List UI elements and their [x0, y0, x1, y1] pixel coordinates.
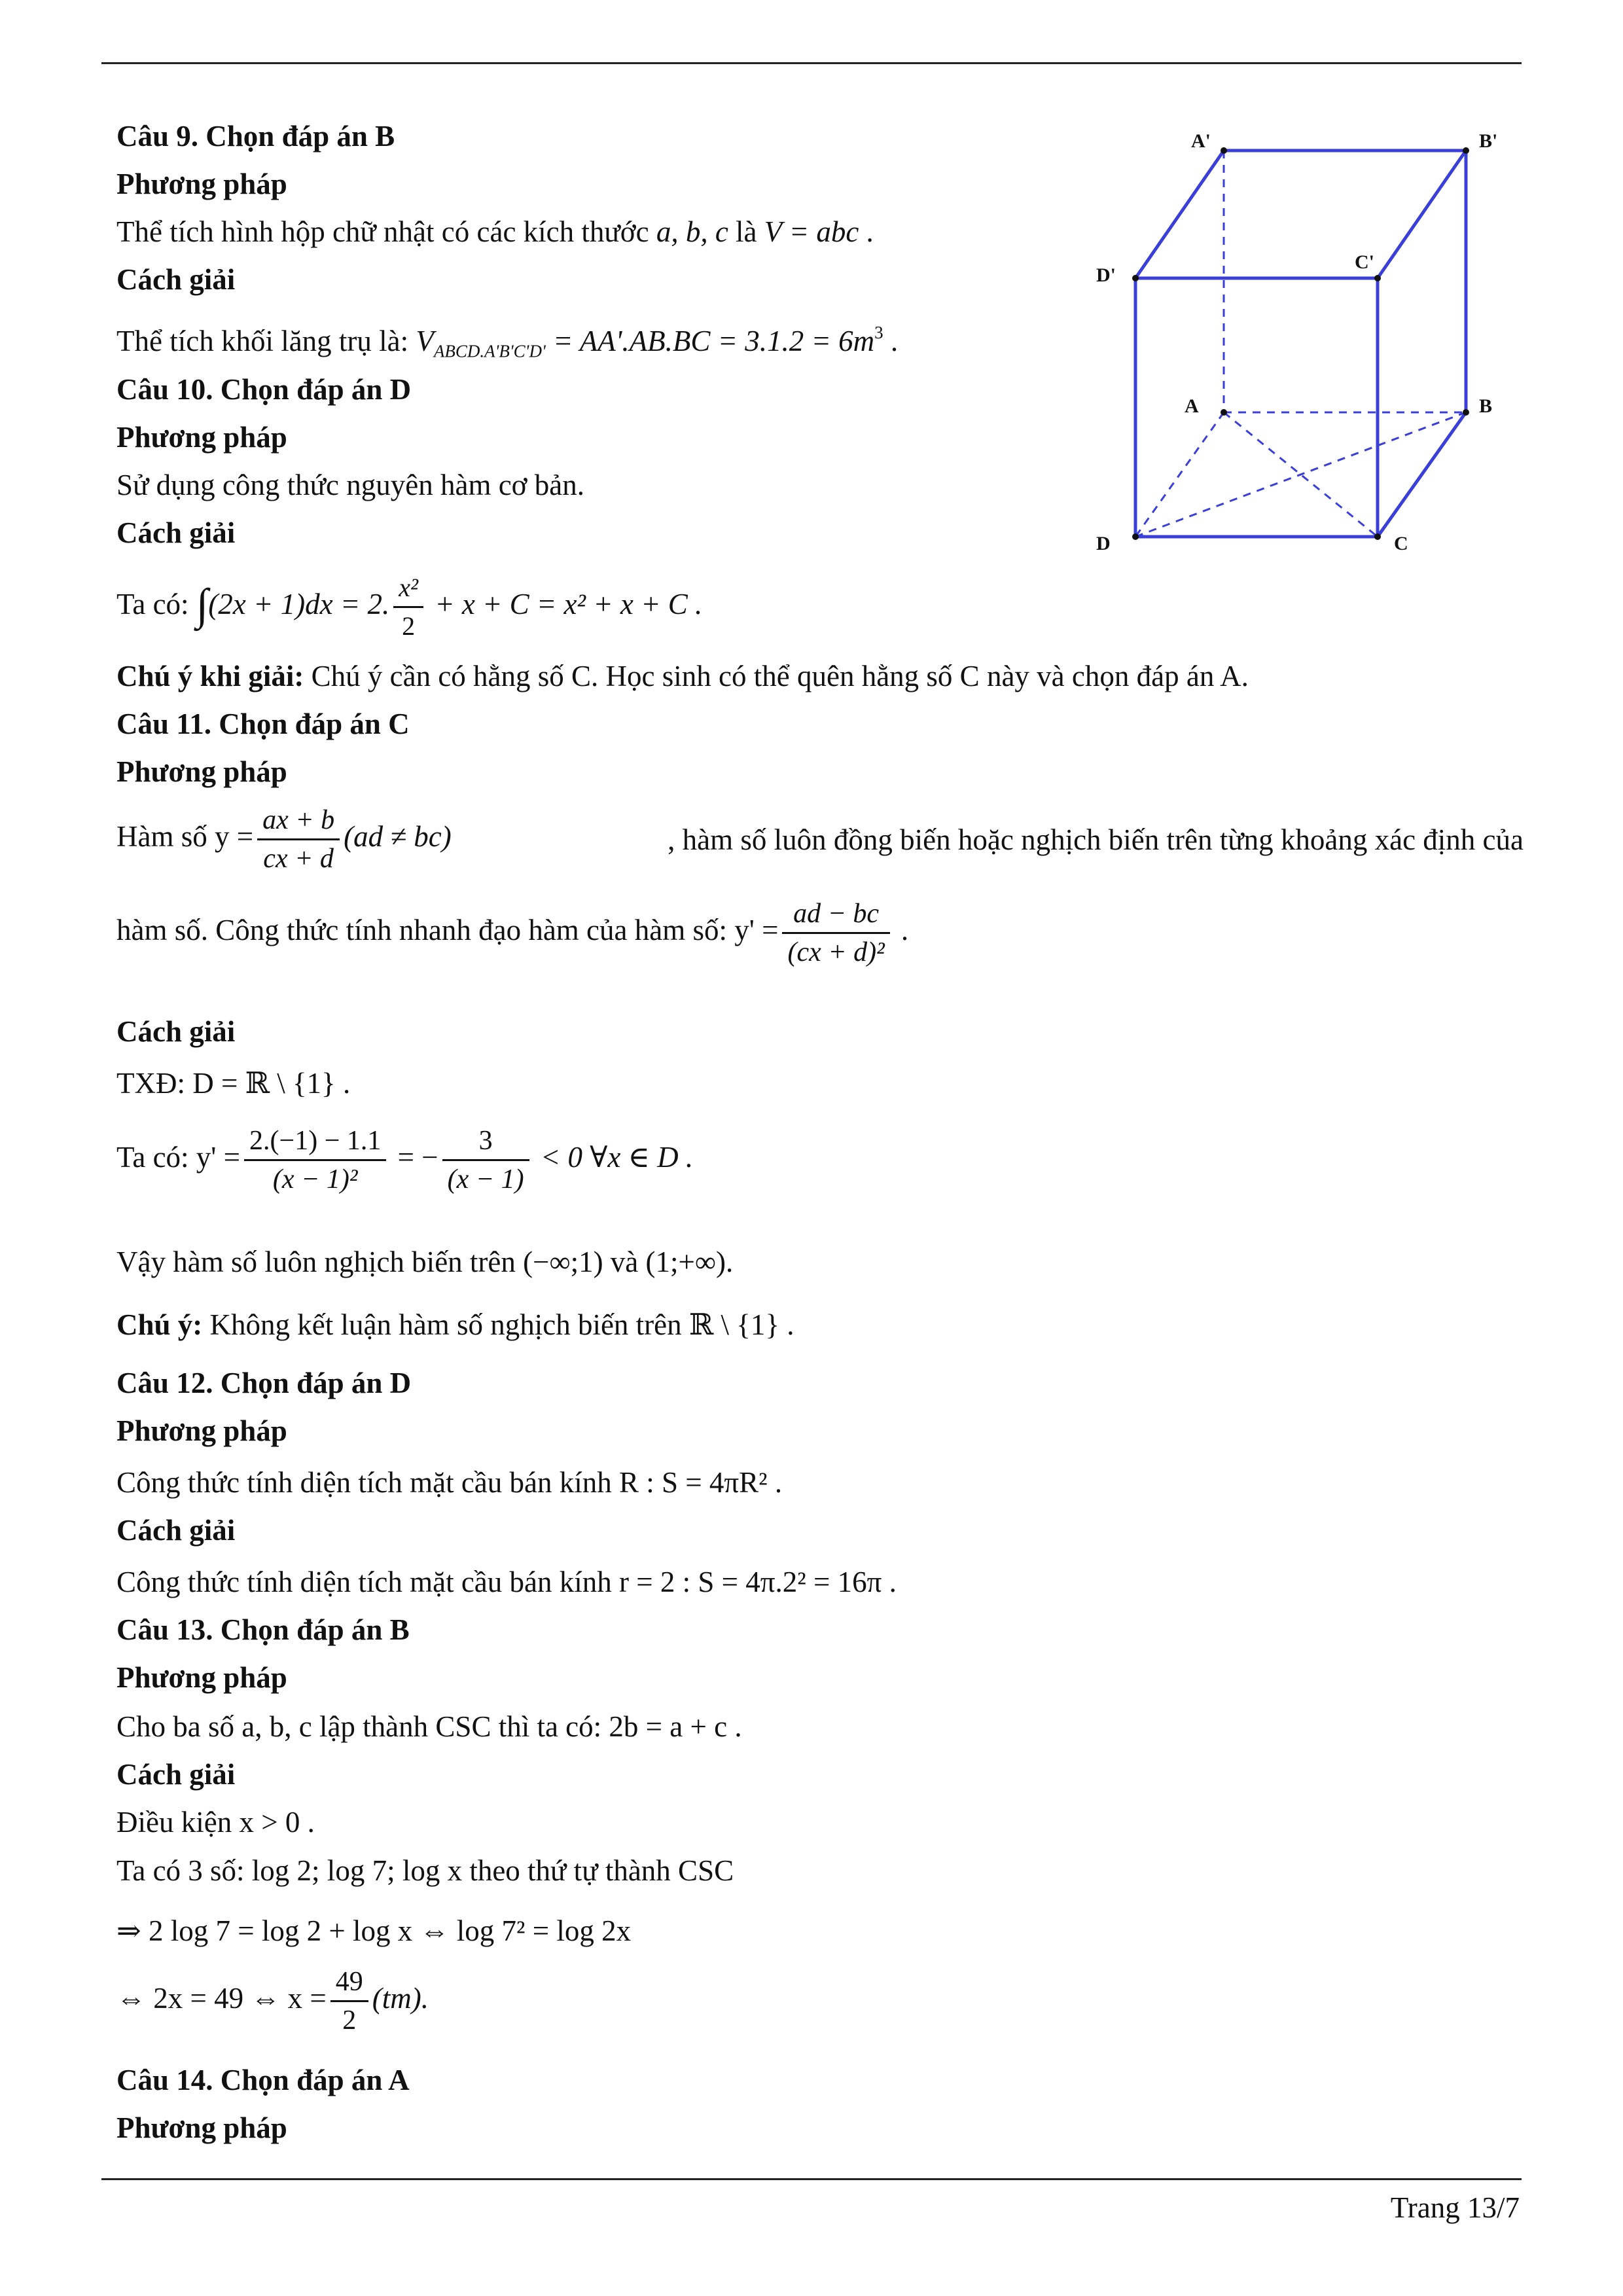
q10-integral: Ta có: ∫(2x + 1)dx = 2. $\frac{\text{x²}}{2}$ + x + C = x² + x + C .	[116, 569, 702, 645]
q13-condition: Điều kiện x > 0 .	[116, 1806, 315, 1839]
q14-method-label: Phương pháp	[116, 2111, 287, 2144]
q11-method-line1: Hàm số y = $\frac{ax + b}{cx + d}$ (ad ≠ bc) , hàm số luôn đồng biến hoặc nghịch biến trên từng khoảng xác định của	[116, 802, 1524, 877]
q12-method-label: Phương pháp	[116, 1414, 287, 1447]
page-number: Trang 13/7	[1390, 2191, 1520, 2224]
label-c: C	[1394, 533, 1408, 554]
label-d: D	[1096, 533, 1111, 554]
q11-conclusion: Vậy hàm số luôn nghịch biến trên (−∞;1) và (1;+∞).	[116, 1246, 734, 1278]
q11-solution-label: Cách giải	[116, 1015, 236, 1048]
diag-db	[1135, 412, 1466, 537]
q12-solution-text: Công thức tính diện tích mặt cầu bán kính r = 2 : S = 4π.2² = 16π .	[116, 1566, 897, 1598]
q10-heading: Câu 10. Chọn đáp án D	[116, 373, 412, 406]
footer-rule	[101, 2178, 1522, 2180]
q11-heading: Câu 11. Chọn đáp án C	[116, 708, 410, 740]
label-a: A	[1185, 395, 1199, 417]
q13-line2: ⇒ 2 log 7 = log 2 + log x ⇔ log 7² = log 2x	[116, 1914, 632, 1947]
header-rule	[101, 62, 1522, 64]
edge-d1a1	[1135, 151, 1224, 278]
q13-line3: ⇔ 2x = 49 ⇔ x = $\frac{49}{2}$ (tm).	[116, 1964, 429, 2039]
q11-method-line2: hàm số. Công thức tính nhanh đạo hàm của hàm số: y' = $\frac{ad - bc}{\text{(cx + d)²}}$ .	[116, 895, 908, 971]
q14-heading: Câu 14. Chọn đáp án A	[116, 2064, 410, 2096]
edge-ad	[1135, 412, 1224, 537]
q12-heading: Câu 12. Chọn đáp án D	[116, 1367, 412, 1399]
label-b: B	[1479, 395, 1493, 417]
q11-note: Chú ý: Không kết luận hàm số nghịch biến trên ℝ \ {1} .	[116, 1308, 794, 1341]
q9-solution-label: Cách giải	[116, 263, 236, 296]
q13-heading: Câu 13. Chọn đáp án B	[116, 1613, 410, 1646]
q13-solution-label: Cách giải	[116, 1758, 236, 1791]
q13-method-text: Cho ba số a, b, c lập thành CSC thì ta có: 2b = a + c .	[116, 1710, 742, 1743]
q10-method-label: Phương pháp	[116, 421, 287, 454]
label-a1: A'	[1191, 130, 1211, 152]
q11-method-label: Phương pháp	[116, 755, 287, 788]
q11-derivative: Ta có: y' = $\frac{2.(-1) - 1.1}{\text{(x − 1)²}}$ = − $\frac{3}{(x - 1)}$ < 0 ∀x ∈ D .	[116, 1122, 693, 1198]
edge-cb	[1378, 412, 1466, 537]
q10-note: Chú ý khi giải: Chú ý cần có hằng số C. Học sinh có thể quên hằng số C này và chọn đáp án A.	[116, 660, 1249, 692]
label-c1: C'	[1355, 251, 1374, 273]
q10-solution-label: Cách giải	[116, 516, 236, 549]
label-b1: B'	[1479, 130, 1498, 152]
cuboid-figure	[1073, 124, 1505, 569]
edge-b1c1	[1378, 151, 1466, 278]
q9-heading: Câu 9. Chọn đáp án B	[116, 120, 395, 152]
q9-method-label: Phương pháp	[116, 168, 287, 200]
q9-method-text: Thể tích hình hộp chữ nhật có các kích thước a, b, c là V = abc .	[116, 215, 874, 248]
q10-method-text: Sử dụng công thức nguyên hàm cơ bản.	[116, 469, 584, 501]
q13-line1: Ta có 3 số: log 2; log 7; log x theo thứ tự thành CSC	[116, 1854, 734, 1887]
q11-txd: TXĐ: D = ℝ \ {1} .	[116, 1067, 351, 1100]
q13-method-label: Phương pháp	[116, 1661, 287, 1694]
q9-solution-text: Thể tích khối lăng trụ là: $V_{ABCD.A'B'C'D'} = AA'.AB.BC = 3.1.2 = 6m^3$ .	[116, 323, 899, 361]
label-d1: D'	[1096, 264, 1116, 286]
q12-solution-label: Cách giải	[116, 1514, 236, 1547]
q12-method-text: Công thức tính diện tích mặt cầu bán kính R : S = 4πR² .	[116, 1466, 783, 1499]
